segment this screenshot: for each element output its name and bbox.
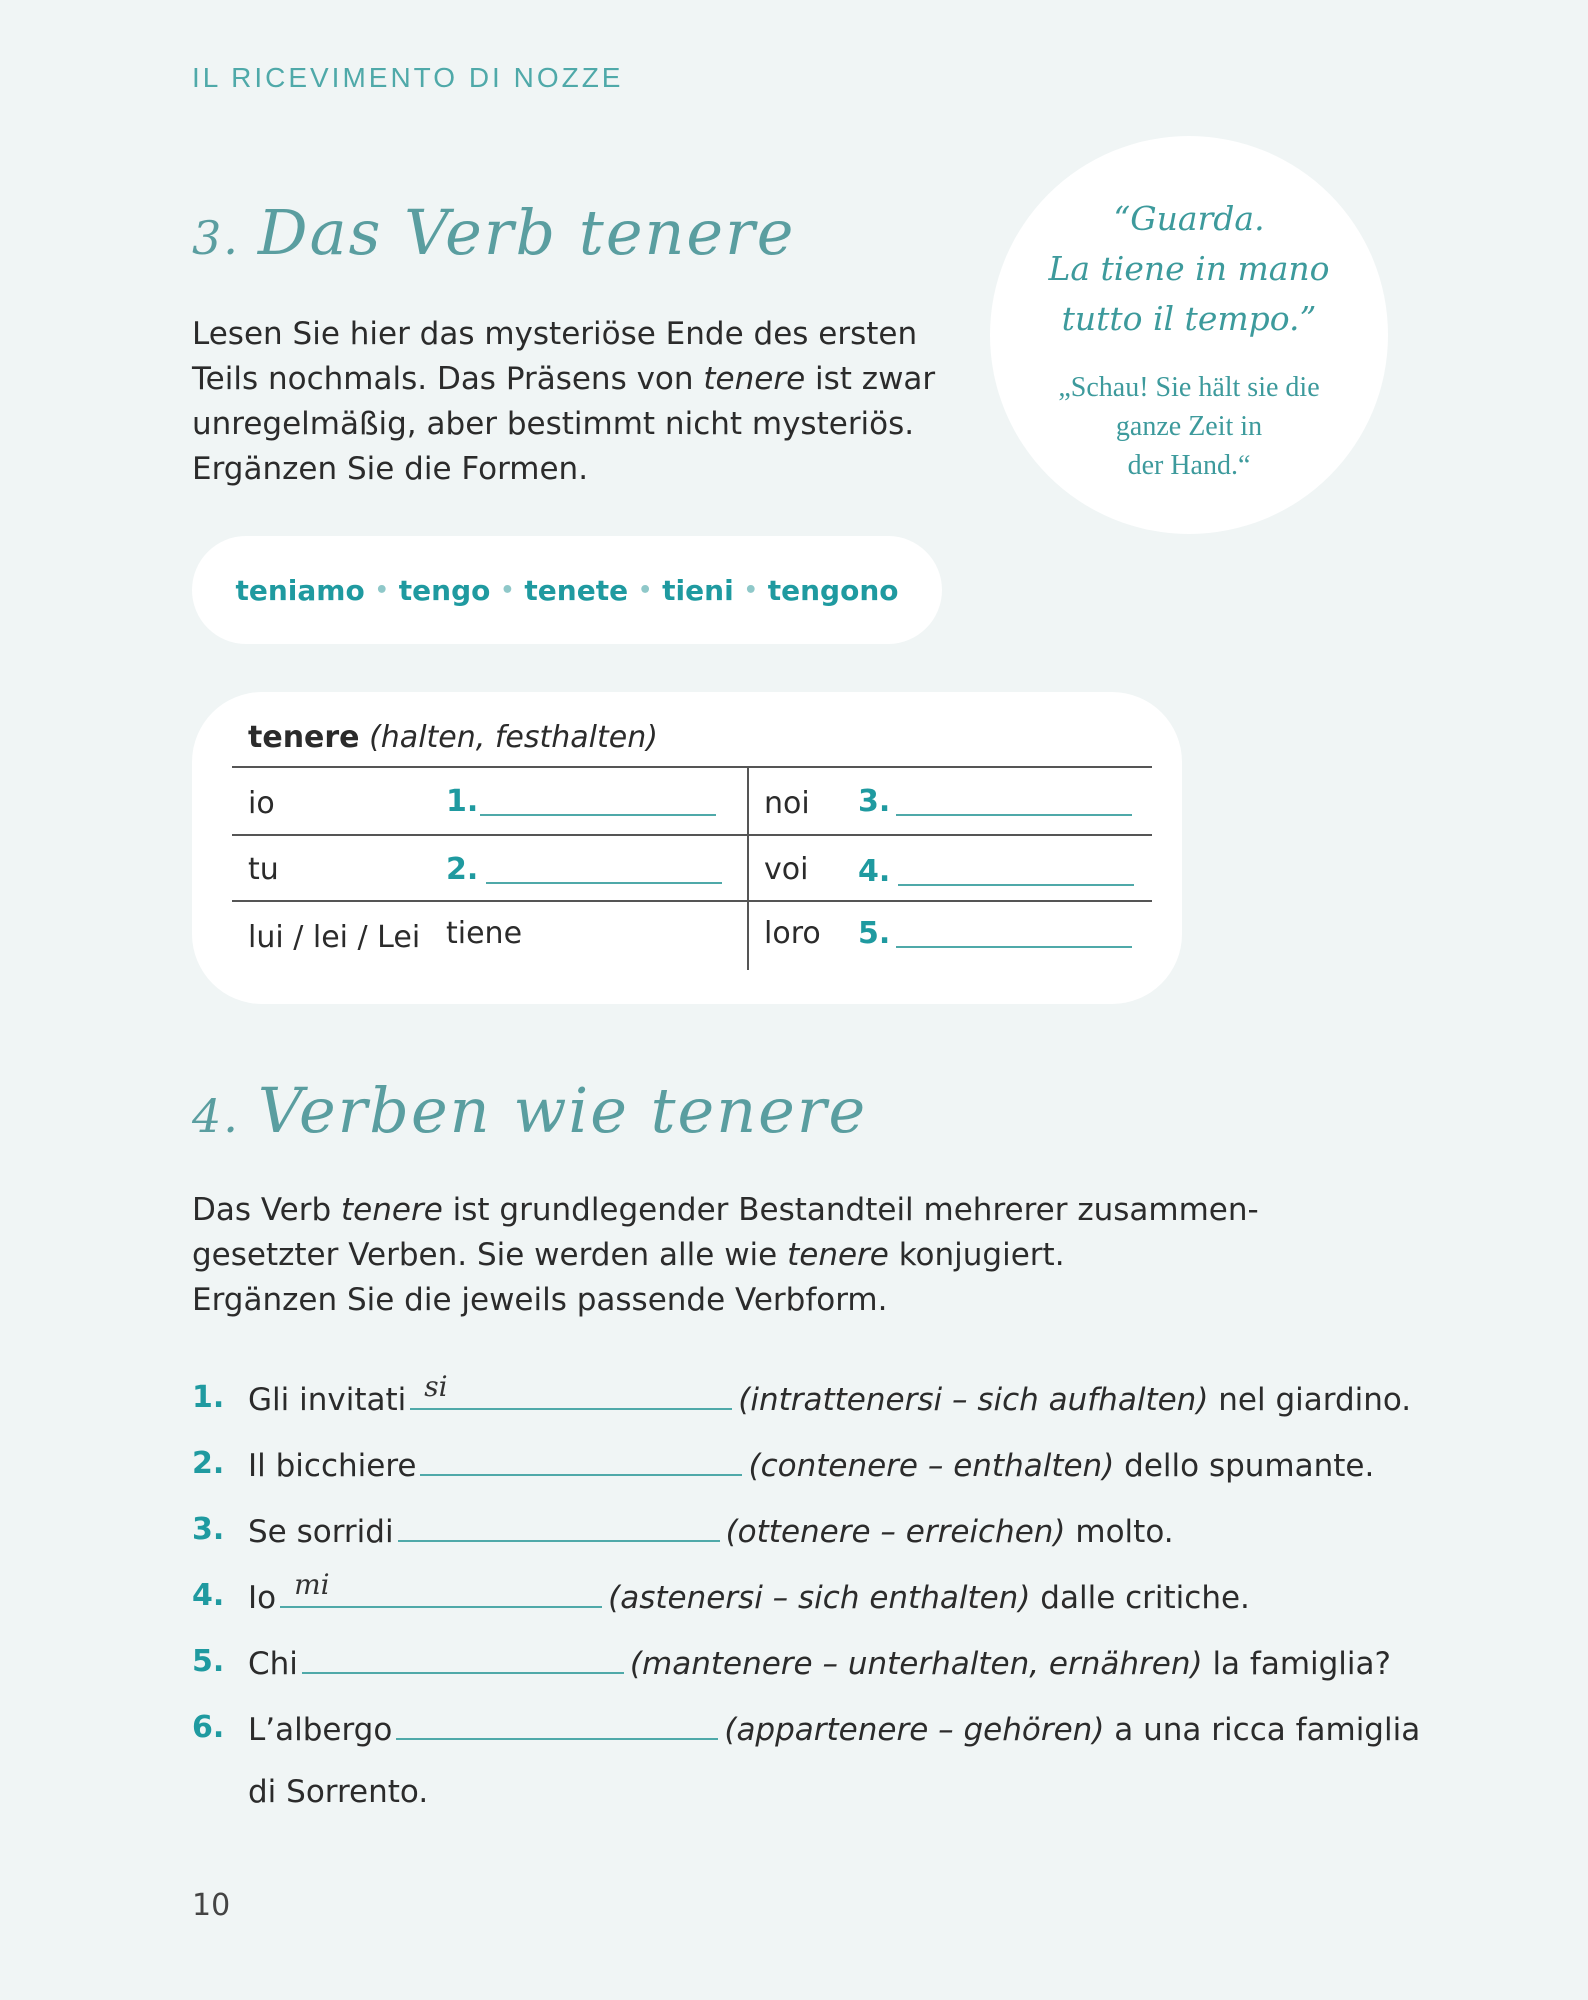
instruction-line: Ergänzen Sie die jeweils passende Verbform. bbox=[192, 1282, 888, 1318]
section-4-heading: Verben wie tenere bbox=[257, 1074, 868, 1147]
answer-blank[interactable] bbox=[420, 1444, 742, 1476]
exercise-number: 3. bbox=[192, 1512, 225, 1547]
exercise-item: Il bicchiere (contenere – enthalten) dello spumante. bbox=[248, 1444, 1374, 1484]
exercise-continuation: di Sorrento. bbox=[248, 1774, 429, 1810]
exercise-item: L’albergo (appartenere – gehören) a una ricca famiglia bbox=[248, 1708, 1420, 1748]
pronoun-voi: voi bbox=[764, 852, 809, 887]
section-3-instructions bbox=[192, 312, 935, 492]
exercise-number: 4. bbox=[192, 1578, 225, 1613]
exercise-item: Io mi (astenersi – sich enthalten) dalle critiche. bbox=[248, 1568, 1250, 1616]
table-rule bbox=[232, 834, 1152, 836]
exercise-item: Gli invitati si (intrattenersi – sich aufhalten) nel giardino. bbox=[248, 1370, 1412, 1418]
instruction-line: gesetzter Verben. Sie werden alle wie tenere konjugiert. bbox=[192, 1237, 1065, 1273]
instruction-line: Lesen Sie hier das mysteriöse Ende des ersten bbox=[192, 316, 918, 352]
answer-blank[interactable] bbox=[898, 884, 1134, 886]
answer-blank[interactable] bbox=[410, 1370, 732, 1410]
answer-blank[interactable] bbox=[398, 1510, 720, 1542]
bullet-separator: • bbox=[374, 577, 389, 603]
exercise-item: Chi (mantenere – unterhalten, ernähren) la famiglia? bbox=[248, 1642, 1391, 1682]
pronoun-io: io bbox=[248, 786, 275, 821]
quote-german: „Schau! Sie hält sie die ganze Zeit in der Hand.“ bbox=[1058, 372, 1320, 481]
answer-blank[interactable] bbox=[896, 946, 1132, 948]
blank-number: 2. bbox=[446, 852, 479, 887]
word-bank-item: tenete bbox=[524, 573, 629, 607]
bullet-separator: • bbox=[500, 577, 515, 603]
blank-number: 1. bbox=[446, 784, 479, 819]
table-rule bbox=[232, 900, 1152, 902]
section-3-heading: Das Verb tenere bbox=[257, 196, 796, 269]
quote-italian: “Guarda. La tiene in mano tutto il tempo.” bbox=[1048, 199, 1330, 338]
page-number: 10 bbox=[192, 1888, 231, 1923]
blank-number: 5. bbox=[858, 916, 891, 951]
exercise-number: 6. bbox=[192, 1710, 225, 1745]
instruction-line: Teils nochmals. Das Präsens von tenere ist zwar bbox=[192, 361, 936, 397]
bullet-separator: • bbox=[743, 577, 758, 603]
section-4-title bbox=[192, 1074, 867, 1147]
instruction-line: unregelmäßig, aber bestimmt nicht mysteriös. bbox=[192, 406, 915, 442]
quote-bubble bbox=[990, 136, 1388, 534]
table-divider bbox=[747, 766, 749, 970]
pronoun-noi: noi bbox=[764, 786, 810, 821]
exercise-item: Se sorridi (ottenere – erreichen) molto. bbox=[248, 1510, 1174, 1550]
section-4-instructions bbox=[192, 1188, 1259, 1323]
pronoun-lui-lei: lui / lei / Lei bbox=[248, 920, 421, 955]
table-verb: tenere bbox=[248, 720, 360, 755]
handwritten-answer: si bbox=[424, 1370, 448, 1403]
pronoun-tu: tu bbox=[248, 852, 279, 887]
word-bank-item: tengo bbox=[398, 573, 491, 607]
blank-number: 3. bbox=[858, 784, 891, 819]
answer-blank[interactable] bbox=[280, 1568, 602, 1608]
answer-blank[interactable] bbox=[302, 1642, 624, 1674]
section-4-number: 4. bbox=[192, 1089, 240, 1143]
exercise-number: 2. bbox=[192, 1446, 225, 1481]
word-bank-item: teniamo bbox=[235, 573, 365, 607]
exercise-number: 1. bbox=[192, 1380, 225, 1415]
answer-blank[interactable] bbox=[486, 882, 722, 884]
section-3-title bbox=[192, 196, 795, 269]
running-head: IL RICEVIMENTO DI NOZZE bbox=[192, 62, 624, 93]
section-3-number: 3. bbox=[192, 211, 240, 265]
bullet-separator: • bbox=[638, 577, 653, 603]
word-bank bbox=[192, 536, 942, 644]
exercise-number: 5. bbox=[192, 1644, 225, 1679]
answer-blank[interactable] bbox=[896, 814, 1132, 816]
word-bank-item: tieni bbox=[662, 573, 734, 607]
blank-number: 4. bbox=[858, 854, 891, 889]
table-title bbox=[248, 720, 658, 755]
pronoun-loro: loro bbox=[764, 916, 821, 951]
handwritten-answer: mi bbox=[294, 1568, 330, 1601]
table-gloss: (halten, festhalten) bbox=[369, 720, 658, 755]
table-rule bbox=[232, 766, 1152, 768]
instruction-line: Das Verb tenere ist grundlegender Bestandteil mehrerer zusammen- bbox=[192, 1192, 1259, 1228]
word-bank-item: tengono bbox=[767, 573, 899, 607]
answer-blank[interactable] bbox=[480, 814, 716, 816]
given-form: tiene bbox=[446, 916, 523, 951]
instruction-line: Ergänzen Sie die Formen. bbox=[192, 451, 589, 487]
answer-blank[interactable] bbox=[396, 1708, 718, 1740]
